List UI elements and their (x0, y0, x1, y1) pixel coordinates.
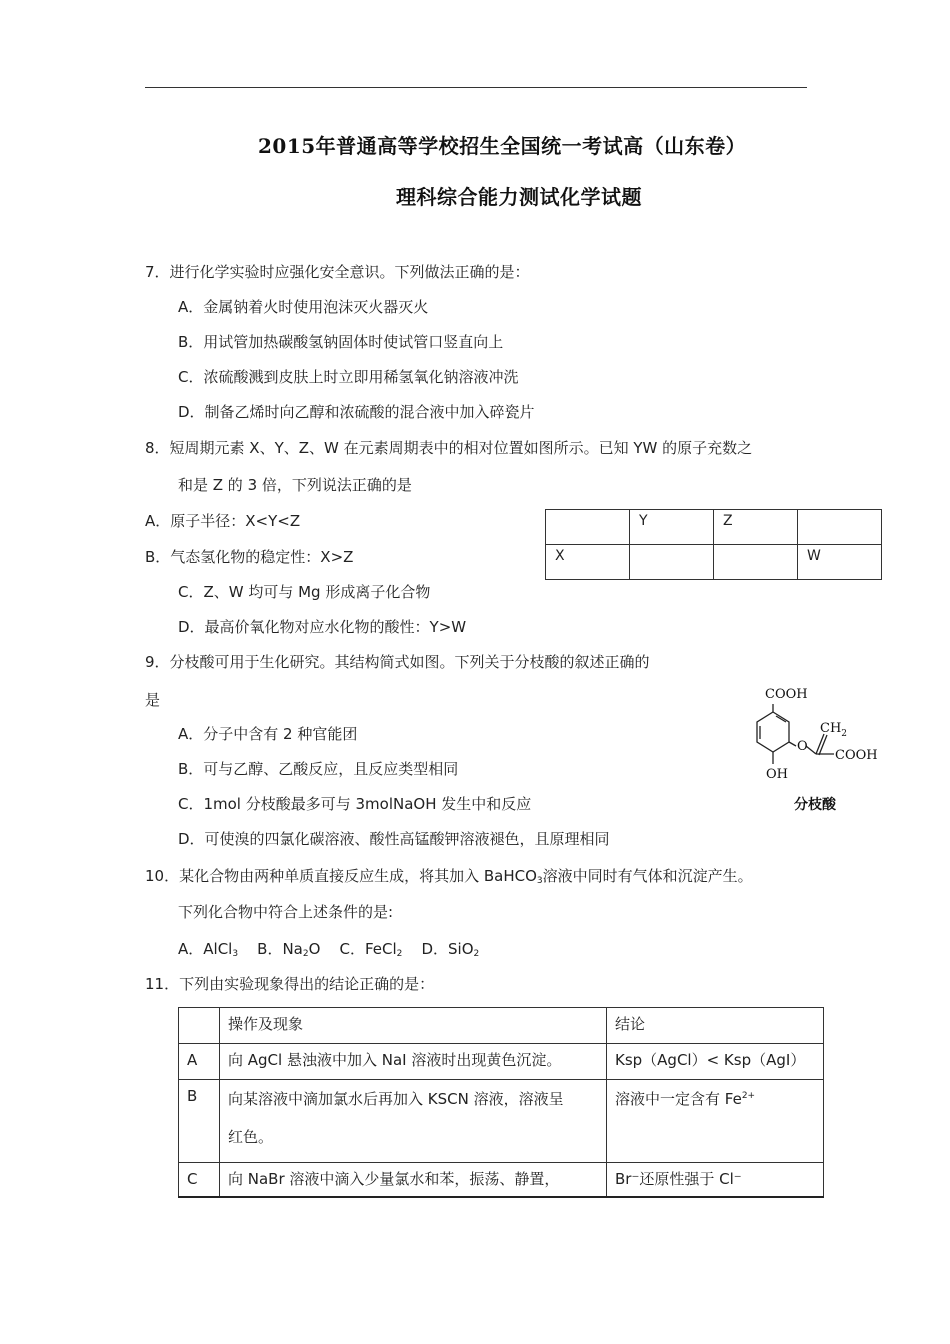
q10-option-a: A．AlCl$_3$ (178, 940, 239, 959)
q8-option-a: A．原子半径：X<Y<Z (145, 512, 301, 530)
q8-option-b: B．气态氢化物的稳定性：X>Z (145, 548, 354, 566)
table-cell: Ksp（AgCl）< Ksp（AgI） (607, 1044, 824, 1080)
table-header-cell (179, 1008, 220, 1044)
q10-option-b: B．$Na_2O$ (257, 940, 321, 959)
struct-label-oh: OH (766, 767, 788, 782)
table-header-cell: 结论 (607, 1008, 824, 1044)
table-cell (546, 510, 630, 545)
header-rule (145, 87, 807, 88)
periodic-position-table (545, 509, 882, 580)
table-row (179, 1163, 824, 1197)
q10-options (178, 939, 479, 964)
struct-label-cooh-top: COOH (765, 687, 808, 702)
q11-stem: 11．下列由实验现象得出的结论正确的是： (145, 975, 435, 993)
exam-subtitle: 理科综合能力测试化学试题 (396, 185, 642, 209)
table-header-row (179, 1008, 824, 1044)
table-cell (714, 545, 798, 580)
q8-option-c: C．Z、W 均可与 Mg 形成离子化合物 (178, 583, 431, 601)
table-cell (630, 545, 714, 580)
q9-stem-line1: 9．分枝酸可用于生化研究。其结构简式如图。下列关于分枝酸的叙述正确的 (145, 653, 650, 671)
table-cell: Br⁻还原性强于 Cl⁻ (607, 1163, 824, 1197)
table-row (179, 1044, 824, 1080)
q7-option-a: A．金属钠着火时使用泡沫灭火器灭火 (178, 298, 429, 316)
q7-option-c: C．浓硫酸溅到皮肤上时立即用稀氢氧化钠溶液冲洗 (178, 368, 519, 386)
q8-stem-line2: 和是 Z 的 3 倍，下列说法正确的是 (178, 476, 412, 494)
table-cell: 溶液中一定含有 $Fe^{2+}$ (607, 1080, 824, 1163)
table-cell: C (179, 1163, 220, 1197)
q9-stem-line2: 是 (145, 691, 161, 709)
q11-table (178, 1007, 824, 1198)
q10-option-c: C．FeCl$_2$ (339, 940, 403, 959)
table-cell: Y (630, 510, 714, 545)
q9-option-c: C．1mol 分枝酸最多可与 3molNaOH 发生中和反应 (178, 795, 532, 813)
q7-option-d: D．制备乙烯时向乙醇和浓硫酸的混合液中加入碎瓷片 (178, 403, 535, 421)
table-row (179, 1080, 824, 1163)
q10-stem-line2: 下列化合物中符合上述条件的是: (178, 903, 394, 921)
table-cell (798, 510, 882, 545)
q9-option-b: B．可与乙醇、乙酸反应，且反应类型相同 (178, 760, 459, 778)
q7-stem: 7．进行化学实验时应强化安全意识。下列做法正确的是： (145, 263, 530, 281)
struct-label-o: O (797, 739, 808, 754)
q10-option-d: D．SiO$_2$ (421, 940, 480, 959)
q8-stem-line1: 8．短周期元素 X、Y、Z、W 在元素周期表中的相对位置如图所示。已知 YW 的原子充数之 (145, 439, 753, 457)
table-cell: B (179, 1080, 220, 1163)
exam-title: 2015年普通高等学校招生全国统一考试高（山东卷） (258, 134, 747, 158)
struct-caption: 分枝酸 (794, 797, 836, 813)
struct-label-cooh-right: COOH (835, 748, 878, 763)
table-cell: 向 AgCl 悬浊液中加入 NaI 溶液时出现黄色沉淀。 (220, 1044, 607, 1080)
table-row (546, 510, 882, 545)
table-cell: W (798, 545, 882, 580)
struct-label-ch2: $CH_2$ (820, 721, 848, 739)
table-cell: 向 NaBr 溶液中滴入少量氯水和苯，振荡、静置， (220, 1163, 607, 1197)
table-cell: X (546, 545, 630, 580)
q10-stem-line1: 10．某化合物由两种单质直接反应生成，将其加入 BaHCO$_3$溶液中同时有气体和沉淀产生。 (145, 867, 753, 886)
table-cell: 向某溶液中滴加氯水后再加入 KSCN 溶液，溶液呈 红色。 (220, 1080, 607, 1163)
q7-option-b: B．用试管加热碳酸氢钠固体时使试管口竖直向上 (178, 333, 504, 351)
chorismic-acid-structure (740, 682, 890, 817)
table-cell: A (179, 1044, 220, 1080)
q9-option-d: D．可使溴的四氯化碳溶液、酸性高锰酸钾溶液褪色，且原理相同 (178, 830, 610, 848)
table-cell: Z (714, 510, 798, 545)
q9-option-a: A．分子中含有 2 种官能团 (178, 725, 358, 743)
table-row (546, 545, 882, 580)
table-header-cell: 操作及现象 (220, 1008, 607, 1044)
q8-option-d: D．最高价氧化物对应水化物的酸性：Y>W (178, 618, 467, 636)
